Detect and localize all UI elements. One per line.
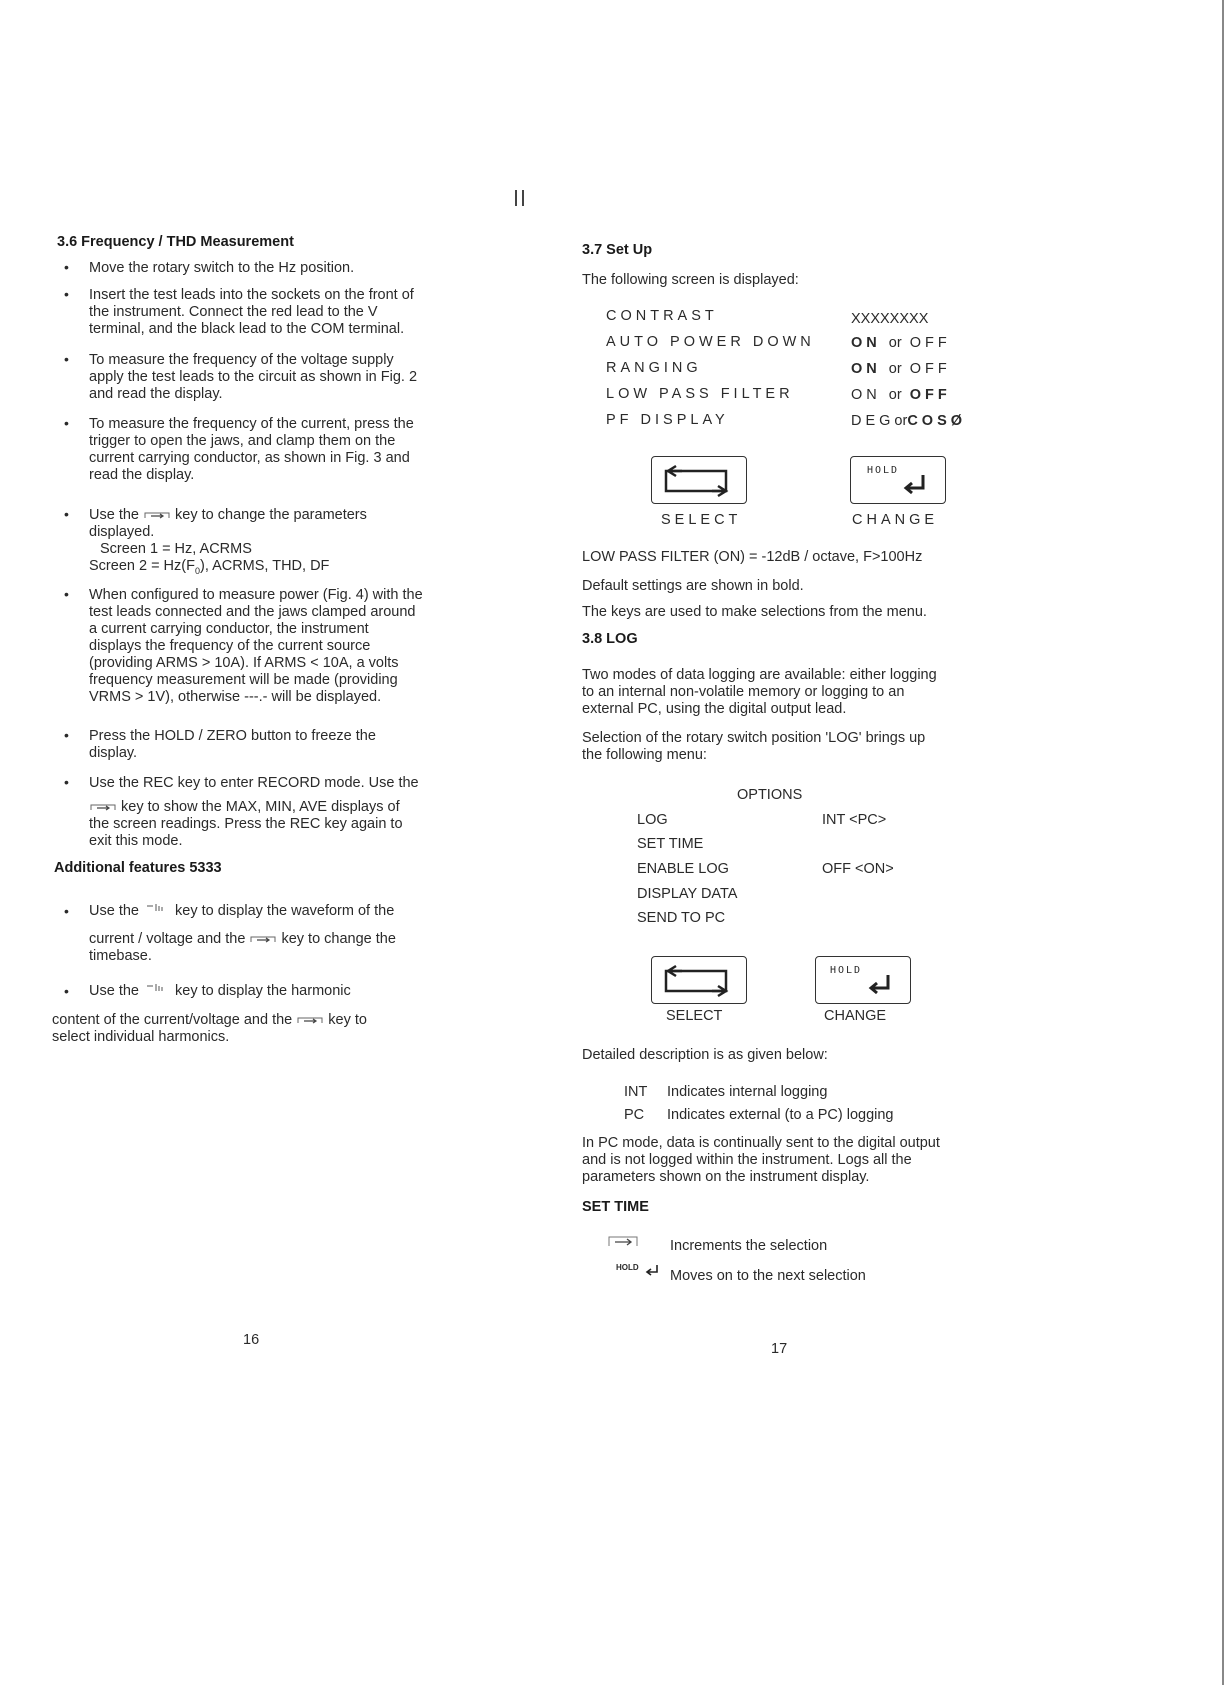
- paragraph-line: trigger to open the jaws, and clamp them on the: [89, 433, 396, 449]
- paragraph-line: exit this mode.: [89, 833, 183, 849]
- paragraph-line: timebase.: [89, 948, 152, 964]
- menu-lpf-options: [851, 387, 951, 403]
- bullet: •: [64, 774, 69, 790]
- paragraph-line: the instrument. Connect the red lead to the V: [89, 304, 378, 320]
- paragraph-line: Insert the test leads into the sockets on the front of: [89, 287, 414, 303]
- center-mark: [522, 190, 524, 206]
- enter-arrow-icon: [645, 1264, 661, 1276]
- menu-pf-display: PF DISPLAY: [606, 412, 729, 428]
- hold-label: HOLD: [867, 465, 900, 476]
- paragraph-line: Detailed description is as given below:: [582, 1047, 828, 1063]
- paragraph-line: parameters shown on the instrument display.: [582, 1169, 870, 1185]
- scroll-key-icon: [89, 802, 117, 812]
- section-heading-3-6: 3.6 Frequency / THD Measurement: [57, 234, 294, 250]
- text: key to: [328, 1012, 367, 1028]
- paragraph-line: To measure the frequency of the current, press the: [89, 416, 414, 432]
- pc-abbr: PC: [624, 1107, 645, 1123]
- enter-arrow-icon: [866, 973, 896, 995]
- screen-1-line: Screen 1 = Hz, ACRMS: [100, 541, 252, 557]
- hold-label: HOLD: [830, 965, 863, 976]
- bullet: •: [64, 983, 69, 999]
- bullet: •: [64, 586, 69, 602]
- menu-low-pass-filter: LOW PASS FILTER: [606, 386, 794, 402]
- text: Use the: [89, 983, 139, 999]
- menu-auto-power-down: AUTO POWER DOWN: [606, 334, 815, 350]
- paragraph-line: VRMS > 1V), otherwise ---.- will be displayed.: [89, 689, 382, 705]
- paragraph-line: LOW PASS FILTER (ON) = -12dB / octave, F>100Hz: [582, 549, 923, 565]
- option-off: OFF: [909, 361, 951, 377]
- int-abbr: INT: [624, 1084, 648, 1100]
- bullet: •: [64, 351, 69, 367]
- move-on-desc: Moves on to the next selection: [670, 1268, 866, 1284]
- bullet: •: [64, 259, 69, 275]
- menu-apd-options: [851, 335, 951, 351]
- paragraph-line: external PC, using the digital output lead.: [582, 701, 847, 717]
- int-desc: Indicates internal logging: [667, 1084, 828, 1100]
- subscript: 0: [194, 565, 200, 576]
- paragraph-line: To measure the frequency of the voltage supply: [89, 352, 394, 368]
- text: key to show the MAX, MIN, AVE displays of: [121, 799, 400, 815]
- paragraph-line: a current carrying conductor, the instrument: [89, 621, 369, 637]
- menu-pf-options: [851, 413, 966, 429]
- paragraph-line: Default settings are shown in bold.: [582, 578, 804, 594]
- paragraph-line: read the display.: [89, 467, 195, 483]
- text: key to change the: [281, 931, 396, 947]
- select-key[interactable]: [651, 956, 747, 1004]
- paragraph-line: The keys are used to make selections from the menu.: [582, 604, 927, 620]
- section-heading-3-8: 3.8 LOG: [582, 631, 638, 647]
- option-or: or: [888, 387, 902, 403]
- option-log: LOG: [637, 812, 668, 828]
- bullet: •: [64, 415, 69, 431]
- option-log-value: INT <PC>: [822, 812, 887, 828]
- pc-desc: Indicates external (to a PC) logging: [667, 1107, 894, 1123]
- select-arrow-icon: [652, 457, 746, 503]
- paragraph-line: Two modes of data logging are available: either logging: [582, 667, 937, 683]
- paragraph-line: terminal, and the black lead to the COM terminal.: [89, 321, 405, 337]
- paragraph-line: select individual harmonics.: [52, 1029, 230, 1045]
- hold-change-key[interactable]: [815, 956, 911, 1004]
- text: ), ACRMS, THD, DF: [199, 558, 330, 574]
- scroll-key-icon: [249, 934, 277, 944]
- text: key to change the parameters: [175, 507, 367, 523]
- paragraph-line: frequency measurement will be made (providing: [89, 672, 398, 688]
- option-display-data: DISPLAY DATA: [637, 886, 738, 902]
- paragraph-line: (providing ARMS > 10A). If ARMS < 10A, a volts: [89, 655, 399, 671]
- paragraph-line: to an internal non-volatile memory or logging to an: [582, 684, 905, 700]
- option-off: OFF: [909, 335, 951, 351]
- paragraph-line: the screen readings. Press the REC key again to: [89, 816, 403, 832]
- select-label: SELECT: [661, 512, 742, 528]
- option-or: or: [888, 361, 902, 377]
- option-on: ON: [851, 335, 881, 351]
- text: Screen 2 = Hz(F: [89, 558, 195, 574]
- page-number-right: 17: [771, 1341, 788, 1357]
- paragraph-line: [89, 931, 396, 948]
- option-enable-value: OFF <ON>: [822, 861, 894, 877]
- increment-desc: Increments the selection: [670, 1238, 828, 1254]
- select-key[interactable]: [651, 456, 747, 504]
- hold-change-key[interactable]: [850, 456, 946, 504]
- paragraph-line: Use the REC key to enter RECORD mode. Use the: [89, 775, 419, 791]
- option-cos: COSØ: [907, 413, 967, 429]
- bullet: •: [64, 727, 69, 743]
- paragraph-line: [89, 983, 351, 1000]
- hold-small-label: HOLD: [616, 1263, 639, 1272]
- paragraph-line: Press the HOLD / ZERO button to freeze the: [89, 728, 376, 744]
- waveform-key-icon: [143, 903, 171, 913]
- change-label: CHANGE: [824, 1008, 887, 1024]
- text: content of the current/voltage and the: [52, 1012, 293, 1028]
- screen-2-line: [89, 558, 329, 580]
- paragraph-line: apply the test leads to the circuit as shown in Fig. 2: [89, 369, 418, 385]
- select-arrow-icon: [652, 957, 746, 1003]
- text: Use the: [89, 507, 139, 523]
- text: key to display the harmonic: [175, 983, 351, 999]
- select-label: SELECT: [666, 1008, 723, 1024]
- scroll-key-icon: [607, 1234, 641, 1248]
- center-mark: [515, 190, 517, 206]
- paragraph-line: displayed.: [89, 524, 155, 540]
- option-on: ON: [851, 361, 881, 377]
- text: key to display the waveform of the: [175, 903, 395, 919]
- paragraph-line: [89, 507, 367, 524]
- paragraph-line: display.: [89, 745, 138, 761]
- enter-arrow-icon: [901, 473, 931, 495]
- paragraph-line: test leads connected and the jaws clamped around: [89, 604, 416, 620]
- scroll-key-icon: [296, 1015, 324, 1025]
- option-enable-log: ENABLE LOG: [637, 861, 729, 877]
- paragraph-line: The following screen is displayed:: [582, 272, 799, 288]
- page-number-left: 16: [243, 1332, 260, 1348]
- harmonic-key-icon: [143, 983, 171, 993]
- paragraph-line: current carrying conductor, as shown in Fig. 3 and: [89, 450, 410, 466]
- paragraph-line: In PC mode, data is continually sent to the digital output: [582, 1135, 940, 1151]
- section-heading-3-7: 3.7 Set Up: [582, 242, 653, 258]
- bullet: •: [64, 506, 69, 522]
- option-set-time: SET TIME: [637, 836, 704, 852]
- paragraph-line: displays the frequency of the current source: [89, 638, 371, 654]
- paragraph-line: When configured to measure power (Fig. 4) with the: [89, 587, 423, 603]
- change-label: CHANGE: [852, 512, 939, 528]
- additional-features-heading: Additional features 5333: [54, 860, 222, 876]
- paragraph-line: [89, 799, 400, 816]
- paragraph-line: Selection of the rotary switch position 'LOG' brings up: [582, 730, 926, 746]
- paragraph-line: and is not logged within the instrument. Logs all the: [582, 1152, 912, 1168]
- text: Use the: [89, 903, 139, 919]
- option-send-to-pc: SEND TO PC: [637, 910, 726, 926]
- set-time-heading: SET TIME: [582, 1199, 649, 1215]
- option-off: OFF: [909, 387, 951, 403]
- menu-contrast-value: XXXXXXXX: [851, 311, 929, 327]
- options-title: OPTIONS: [737, 787, 803, 803]
- scroll-key-icon: [143, 510, 171, 520]
- paragraph-line: and read the display.: [89, 386, 223, 402]
- option-or: or: [888, 335, 902, 351]
- menu-ranging: RANGING: [606, 360, 702, 376]
- option-on: ON: [851, 387, 881, 403]
- paragraph-line: the following menu:: [582, 747, 707, 763]
- paragraph-line: [89, 903, 394, 920]
- bullet: •: [64, 903, 69, 919]
- option-deg: DEG: [851, 413, 895, 429]
- menu-ranging-options: [851, 361, 951, 377]
- bullet: •: [64, 286, 69, 302]
- text: current / voltage and the: [89, 931, 246, 947]
- paragraph-line: [52, 1012, 367, 1029]
- menu-contrast: CONTRAST: [606, 308, 718, 324]
- edge-line: [1222, 0, 1224, 1685]
- option-or: or: [894, 413, 908, 429]
- paragraph-line: Move the rotary switch to the Hz position.: [89, 260, 355, 276]
